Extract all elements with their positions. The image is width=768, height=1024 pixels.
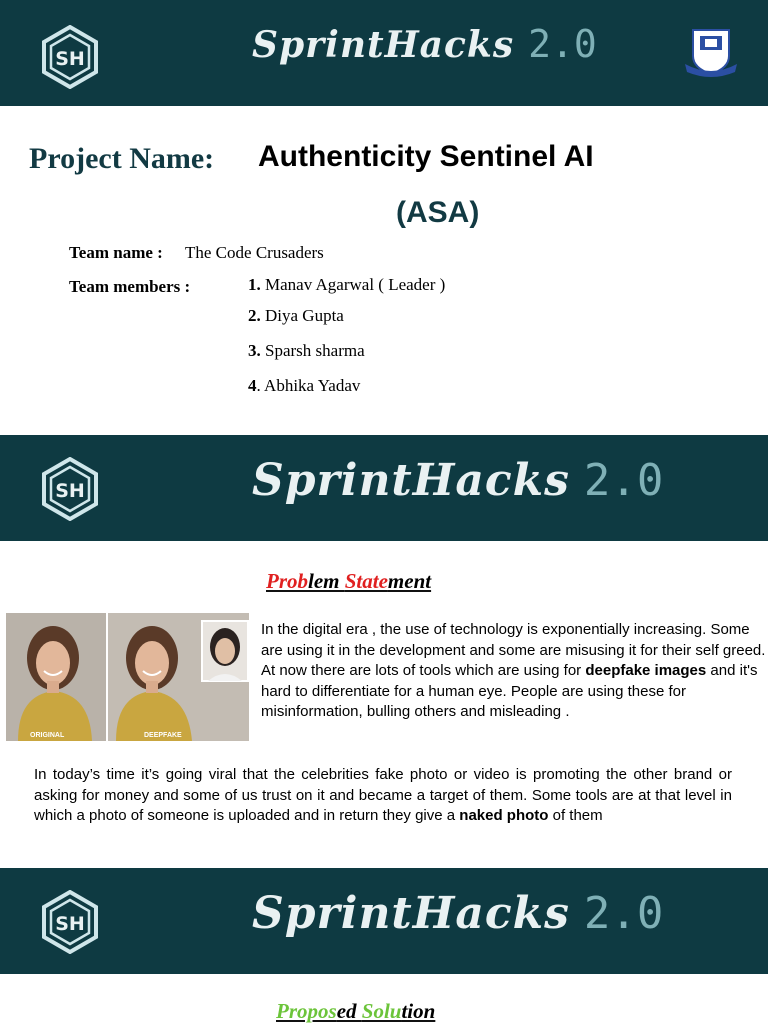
project-name: Authenticity Sentinel AI — [258, 140, 594, 173]
brand-title — [252, 888, 663, 948]
college-crest-icon — [683, 26, 739, 78]
team-member: 3. Sparsh sharma — [248, 341, 365, 360]
brand-version: 2.0 — [528, 22, 597, 66]
team-member: 4. Abhika Yadav — [248, 376, 361, 395]
problem-paragraph-1: In the digital era , the use of technology is exponentially increasing. Some are using it in the development and some are misusing it for their self greed. At now there are lots of tools which are using for deepfake images and it's hard to differentiate for a human eye. People are using these for misinformation, bulling others and misleading . — [261, 621, 766, 720]
team-name-label: Team name : — [69, 243, 163, 262]
sprinthacks-logo-icon — [41, 25, 99, 89]
team-name-value: The Code Crusaders — [185, 243, 324, 262]
sprinthacks-logo-icon — [41, 457, 99, 521]
svg-text:SH: SH — [55, 480, 85, 502]
brand-word: SprintHacks — [252, 888, 570, 939]
brand-word: SprintHacks — [252, 455, 570, 506]
section-banner — [0, 868, 768, 974]
deepfake-comparison-image — [6, 613, 249, 741]
team-member: 2. Diya Gupta — [248, 306, 344, 325]
project-label: Project Name: — [29, 142, 215, 175]
section-banner — [0, 435, 768, 541]
brand-version: 2.0 — [583, 888, 664, 939]
brand-version: 2.0 — [583, 455, 664, 506]
brand-word: SprintHacks — [252, 24, 515, 66]
brand-title — [252, 22, 597, 82]
team-member: 1. Manav Agarwal ( Leader ) — [248, 275, 446, 294]
sprinthacks-logo-icon — [41, 890, 99, 954]
header-banner — [0, 0, 768, 106]
problem-statement-title: Problem Statement — [266, 569, 432, 593]
svg-text:DEEPFAKE: DEEPFAKE — [144, 732, 182, 739]
brand-title — [252, 455, 663, 515]
problem-paragraph-2: In today’s time it’s going viral that the celebrities fake photo or video is promoting the other brand or asking for money and some of us trust on it and became a target of them. Some tools are at that level in which a photo of someone is uploaded and in return they give a naked photo of them — [34, 766, 732, 824]
svg-text:SH: SH — [55, 913, 85, 935]
proposed-solution-title: Proposed Solution — [276, 999, 436, 1023]
team-members-label: Team members : — [69, 277, 191, 296]
svg-text:ORIGINAL: ORIGINAL — [30, 732, 65, 739]
svg-text:SH: SH — [55, 48, 85, 70]
project-abbr: (ASA) — [396, 196, 480, 229]
